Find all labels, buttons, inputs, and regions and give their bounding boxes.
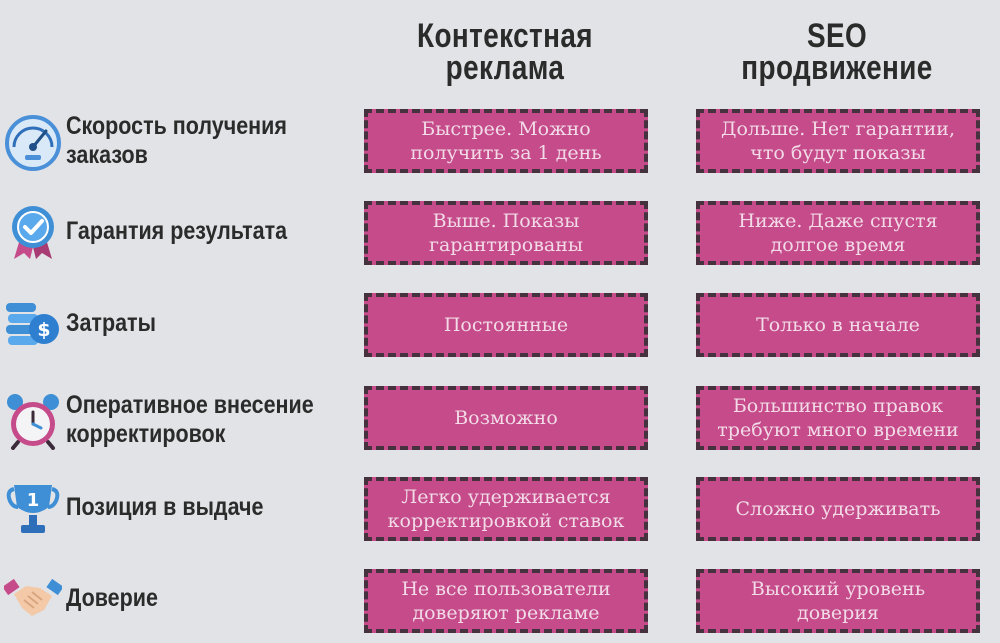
cell-seo-guarantee [696, 201, 980, 265]
row-label-line: Позиция в выдаче [66, 492, 264, 521]
cell-ppc-costs [364, 293, 648, 357]
svg-text:1: 1 [26, 490, 40, 511]
cell-ppc-speed [364, 109, 648, 173]
cell-line: Легко удерживается [401, 486, 611, 508]
cell-line: получить за 1 день [410, 142, 602, 164]
handshake-icon [0, 568, 66, 628]
cell-line: Дольше. Нет гарантии, [721, 118, 955, 140]
cell-line: Постоянные [443, 314, 569, 336]
badge-check-icon [0, 201, 66, 261]
cell-line: корректировкой ставок [387, 510, 625, 532]
cell-line: Быстрее. Можно [421, 118, 591, 140]
speedometer-icon [0, 111, 66, 171]
row-label-line: Оперативное внесение [66, 391, 314, 419]
row-label-costs [0, 293, 360, 353]
column-header-ppc-line2: реклама [445, 49, 565, 87]
column-header-seo-line1: SEO [806, 17, 868, 55]
cell-line: Возможно [454, 407, 558, 429]
cell-line: доверия [797, 602, 879, 624]
cell-line: Выше. Показы [432, 210, 580, 232]
column-header-seo-line2: продвижение [741, 49, 933, 87]
svg-text:$: $ [37, 319, 51, 341]
cell-ppc-adjustments [364, 386, 648, 450]
row-label-line: корректировок [66, 420, 226, 448]
row-label-adjustments [0, 390, 360, 450]
row-label-line: Скорость получения [66, 112, 287, 140]
row-label-guarantee [0, 201, 360, 261]
cell-line: Только в начале [756, 314, 920, 336]
cell-line: Ниже. Даже спустя [738, 210, 938, 232]
row-label-text [66, 217, 287, 246]
cell-line: Большинство правок [732, 395, 944, 417]
row-label-line: Доверие [66, 583, 158, 612]
cell-seo-adjustments [696, 386, 980, 450]
coins-icon [0, 293, 66, 353]
cell-line: что будут показы [750, 142, 926, 164]
cell-seo-costs [696, 293, 980, 357]
column-header-ppc [390, 17, 620, 87]
row-label-text [66, 112, 287, 170]
cell-ppc-guarantee [364, 201, 648, 265]
cell-line: гарантированы [428, 234, 584, 256]
cell-line: Высокий уровень [750, 578, 926, 600]
row-label-text [66, 391, 314, 449]
cell-seo-trust [696, 569, 980, 633]
cell-line: долгое время [770, 234, 906, 256]
cell-line: Сложно удерживать [735, 498, 941, 520]
cell-line: требуют много времени [717, 419, 959, 441]
column-header-seo [722, 17, 952, 87]
cell-ppc-trust [364, 569, 648, 633]
row-label-text [66, 309, 156, 338]
alarm-clock-icon [0, 390, 66, 450]
column-header-ppc-line1: Контекстная [417, 17, 593, 55]
row-label-line: Затраты [66, 308, 156, 337]
row-label-line: Гарантия результата [66, 216, 288, 245]
trophy-icon [0, 477, 66, 537]
row-label-position [0, 477, 360, 537]
row-label-line: заказов [66, 141, 148, 169]
cell-seo-position [696, 477, 980, 541]
row-label-text [66, 584, 158, 613]
cell-line: Не все пользователи [401, 578, 611, 600]
cell-ppc-position [364, 477, 648, 541]
cell-seo-speed [696, 109, 980, 173]
row-label-text [66, 493, 263, 522]
row-label-trust [0, 568, 360, 628]
row-label-speed [0, 111, 360, 171]
cell-line: доверяют рекламе [412, 602, 600, 624]
